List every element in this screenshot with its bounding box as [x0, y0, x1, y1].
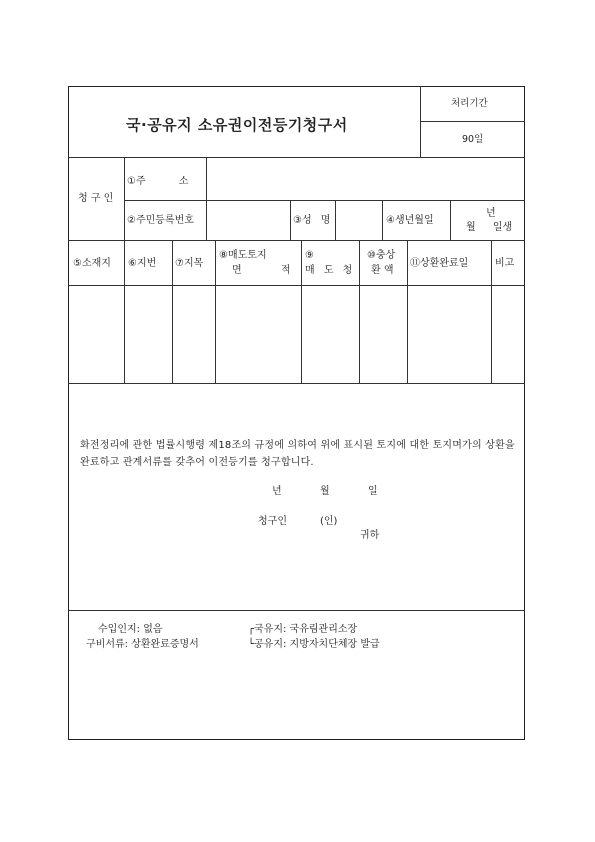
- col-location: ⑤소재지: [73, 258, 111, 269]
- rule-col-2: [172, 240, 173, 383]
- col-repay-line1: ⑩충상: [367, 250, 396, 261]
- birth-month-day: 월 일생: [466, 222, 513, 233]
- period-value: 90일: [462, 134, 484, 145]
- rule-name-end: [382, 200, 383, 240]
- col-sale-area-line2: 면 적: [232, 265, 291, 276]
- reg-number-label: ②주민등록번호: [127, 215, 194, 226]
- col-lot-number: ⑥지번: [128, 258, 157, 269]
- col-land-category: ⑦지목: [175, 258, 204, 269]
- rule-reg-end: [290, 200, 291, 240]
- birth-label: ④생년월일: [386, 215, 434, 226]
- rule-table-bottom: [68, 383, 525, 384]
- claimant-section-label: 청 구 인: [78, 193, 114, 204]
- destination-national: ┌국유지: 국유림관리소장: [248, 624, 358, 635]
- rule-name-label-end: [335, 200, 336, 240]
- col-sale-area-line1: ⑧매도토지: [219, 250, 267, 261]
- col-repay-line2: 환 액: [371, 265, 394, 276]
- period-label: 처리기간: [451, 98, 488, 109]
- col-seller-line2: 매 도 청: [305, 265, 353, 276]
- claimant-signature-label: 청구인: [258, 516, 287, 527]
- rule-table-header-bottom: [68, 285, 525, 286]
- birth-year: 년: [486, 208, 496, 219]
- date-line: 년 월 일: [272, 486, 378, 497]
- destination-public: └공유지: 지방자치단체장 발급: [248, 639, 380, 650]
- address-label: ①주 소: [127, 176, 189, 187]
- seal-mark: (인): [320, 516, 338, 527]
- required-documents-note: 구비서류: 상환완료증명서: [86, 639, 199, 650]
- rule-claimant-bottom: [68, 240, 525, 241]
- request-statement: 화전정리에 관한 법률시행령 제18조의 규정에 의하여 위에 표시된 토지에 대한 토지며가의 상환을 완료하고 관계서류를 갖추어 이전등기를 청구합니다.: [80, 440, 515, 468]
- rule-col-3: [215, 240, 216, 383]
- rule-body-bottom: [68, 610, 525, 611]
- col-remarks: 비고: [495, 258, 515, 269]
- addressee: 귀하: [360, 530, 380, 541]
- col-repay-complete-date: ⑪상환완료일: [410, 258, 469, 269]
- form-title: 국·공유지 소유권이전등기청구서: [126, 116, 348, 134]
- rule-col-1: [124, 240, 125, 383]
- rule-claimant-label: [124, 157, 125, 240]
- rule-period-mid: [420, 121, 525, 122]
- rule-col-4: [301, 240, 302, 383]
- rule-address-bottom: [124, 200, 525, 201]
- rule-col-6: [407, 240, 408, 383]
- rule-col-7: [491, 240, 492, 383]
- name-label: ③성 명: [293, 215, 331, 226]
- rule-header-split: [420, 86, 421, 157]
- rule-col-5: [359, 240, 360, 383]
- rule-address-split: [206, 157, 207, 240]
- rule-header-bottom: [68, 157, 525, 158]
- rule-birth-label-end: [450, 200, 451, 240]
- stamp-fee-note: 수입인지: 없음: [98, 624, 163, 635]
- col-seller-line1: ⑨: [305, 250, 314, 261]
